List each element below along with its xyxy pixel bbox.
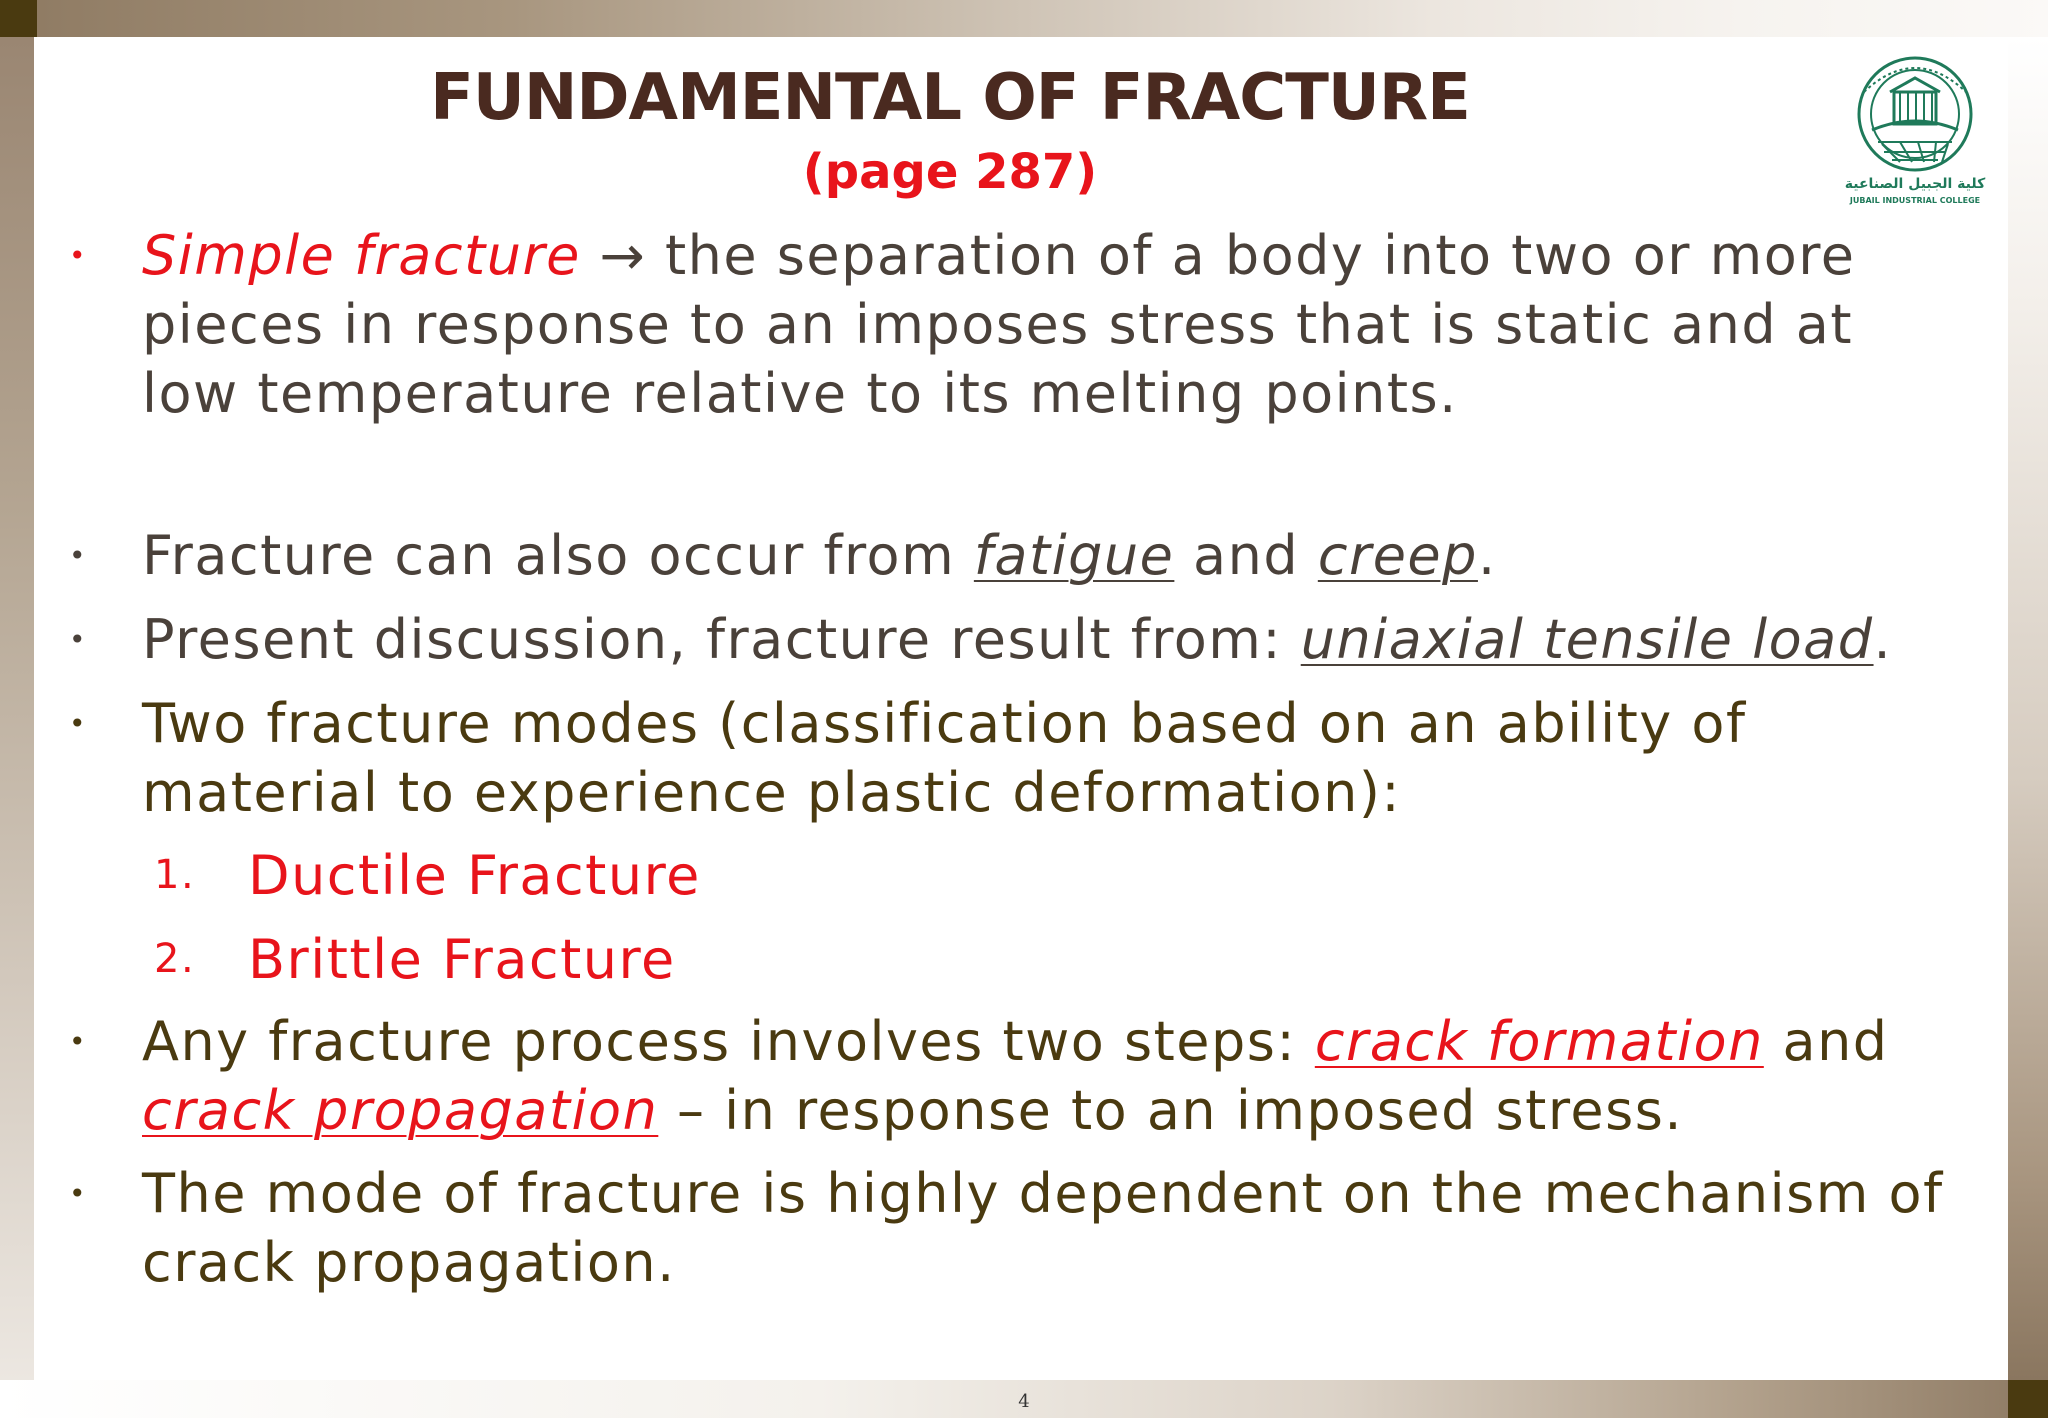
text-segment: – in response to an imposed stress. [658, 1079, 1684, 1142]
text-segment: Any fracture process involves two steps: [142, 1010, 1315, 1073]
bullet-dot: • [68, 239, 87, 272]
text-line-2: crack propagation. [142, 1231, 676, 1294]
text-line-1: The mode of fracture is highly dependent on the mechanism of [142, 1162, 1944, 1225]
term-simple-fracture: Simple fracture [142, 224, 581, 287]
term-uniaxial-tensile-load: uniaxial tensile load [1300, 608, 1874, 671]
text-segment: and [1174, 524, 1318, 587]
text-segment: . [1477, 524, 1497, 587]
slide-title: FUNDAMENTAL OF FRACTURE [430, 61, 1470, 135]
bullet-fracture-modes [68, 689, 1992, 827]
list-number: 2. [154, 936, 196, 982]
bottom-right-corner-block [2008, 1380, 2048, 1418]
list-item-brittle [142, 925, 1992, 994]
term-fatigue: fatigue [973, 524, 1175, 587]
bullet-dot: • [68, 1177, 87, 1210]
bullet-dot: • [68, 539, 87, 572]
bullet-simple-fracture [68, 221, 1992, 428]
bullet-mode-dependence [68, 1159, 1992, 1297]
term-creep: creep [1317, 524, 1478, 587]
bullet-fatigue-creep [68, 521, 1992, 590]
definition-line-3: low temperature relative to its melting points. [142, 362, 1458, 425]
mode-label: Ductile Fracture [248, 844, 701, 907]
mode-label: Brittle Fracture [248, 928, 676, 991]
text-line-2: material to experience plastic deformation): [142, 761, 1402, 824]
logo-arabic-text: كلية الجبيل الصناعية [1844, 176, 1986, 192]
logo-english-text: JUBAIL INDUSTRIAL COLLEGE [1849, 196, 1981, 205]
term-crack-formation: crack formation [1314, 1010, 1764, 1073]
bullet-dot: • [68, 623, 87, 656]
text-segment: and [1763, 1010, 1889, 1073]
text-segment: Present discussion, fracture result from: [142, 608, 1301, 671]
definition-line-2: pieces in response to an imposes stress that is static and at [142, 293, 1854, 356]
slide-subtitle: (page 287) [802, 144, 1098, 200]
definition-line-1: the separation of a body into two or more [646, 224, 1856, 287]
text-segment: . [1873, 608, 1893, 671]
arrow-icon: → [599, 224, 647, 287]
bullet-dot: • [68, 707, 87, 740]
bullet-dot: • [68, 1025, 87, 1058]
bullet-crack-steps [68, 1007, 1992, 1145]
text-segment: Fracture can also occur from [142, 524, 974, 587]
list-item-ductile [142, 841, 1992, 910]
page-number: 4 [1018, 1391, 1030, 1412]
text-line-1: Two fracture modes (classification based on an ability of [142, 692, 1747, 755]
list-number: 1. [154, 852, 196, 898]
bullet-present-discussion [68, 605, 1992, 674]
term-crack-propagation: crack propagation [142, 1079, 659, 1142]
